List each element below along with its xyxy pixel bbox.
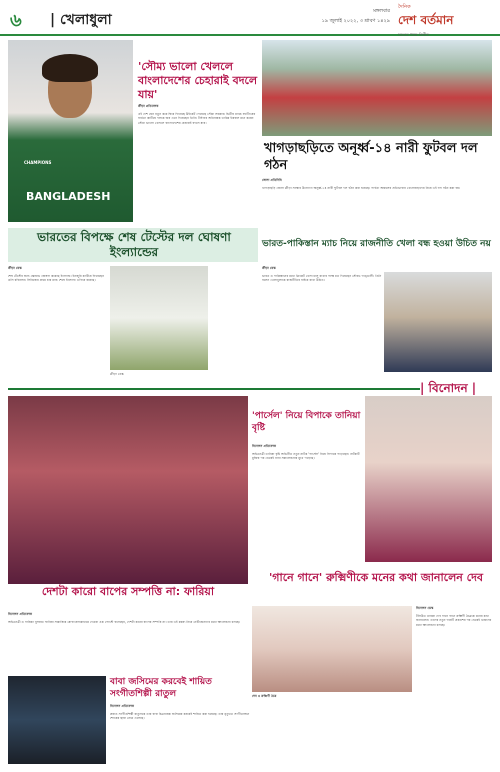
faria-byline: বিনোদন প্রতিবেদক (8, 612, 33, 616)
binodon-section-title: | বিনোদন | (420, 380, 500, 400)
faria-headline: দেশটা কারো বাপের সম্পত্তি না: ফারিয়া (41, 585, 215, 598)
rukmini-body: টলিউড তারকা দেব গানে গানে রুক্মিণী মৈত্রকে মনের কথা জানালেন। তাদের নতুন গানটি প্রকাশের পর থেকেই ভক্তদের মধ্যে আলোচনা চলছে। (416, 614, 492, 627)
jersey-text: BANGLADESH (26, 190, 111, 203)
rukmini-headline: 'গানে গানে' রুক্মিণীকে মনের কথা জানালেন দেব (268, 571, 484, 584)
england-photo (110, 266, 208, 370)
khagrachhari-headline: খাগড়াছড়িতে অনূর্ধ্ব-১৪ নারী ফুটবল দল গঠন (264, 141, 478, 173)
england-headline: ভারতের বিপক্ষে শেষ টেস্টের দল ঘোষণা ইংল্যান্ডের (37, 230, 231, 259)
rahul-headline: বাবা জসিমের করবেই শায়িত সংগীতশিল্পী রাতুল (110, 677, 212, 699)
tanjia-headline: 'পার্সেল' নিয়ে বিপাকে তানিয়া বৃষ্টি (252, 411, 361, 433)
rahul-body: প্রয়াত সংগীতশিল্পী রাতুলকে তার বাবা চিত্রনায়ক জসিমের কবরেই শায়িত করা হয়েছে। তার মৃত্যুতে সংগীতাঙ্গনে শোকের ছায়া নেমে এসেছে। (110, 712, 250, 721)
logo-prefix: দৈনিক (398, 4, 411, 10)
logo-title: দেশ বর্তমান (398, 13, 454, 27)
team-photo (262, 40, 492, 136)
tanjia-photo (365, 396, 492, 562)
faria-body: অভিনেত্রী ও গায়িকা নুসরাত ফারিয়া সামাজিক যোগাযোগমাধ্যমে দেওয়া এক পোস্টে বলেছেন, দেশটা কারো বাপের সম্পত্তি না। তার এই মন্তব্য নিয়ে নেটিজেনদের মধ্যে আলোচনা চলছে। (8, 620, 241, 624)
ganguly-photo (384, 272, 492, 372)
khagrachhari-byline: জেলা প্রতিনিধি (262, 178, 282, 182)
date-full: ১৯ জুলাই ২০২২, ৩ শ্রাবণ ১৪২৯ (321, 18, 390, 24)
soumya-headline: 'সৌম্য ভালো খেললে বাংলাদেশের চেহারাই বদলে যায়' (138, 60, 258, 101)
england-photo-caption: ক্রীড়া ডেস্ক (110, 372, 124, 376)
rahul-byline: বিনোদন প্রতিবেদক (110, 704, 135, 708)
date-line: মঙ্গলবার (373, 8, 390, 14)
khagrachhari-body: খাগড়াছড়ি জেলা ক্রীড়া সংস্থার উদ্যোগে অনূর্ধ্ব-১৪ নারী ফুটবল দল গঠন করা হয়েছে। পার্বত্য অঞ্চলের প্রতিভাবান খেলোয়াড়দের নিয়ে এই দল গঠন করা হয়। (262, 186, 461, 190)
player-hair (42, 54, 98, 82)
india-pak-headline: ভারত-পাকিস্তান ম্যাচ নিয়ে রাজনীতি খেলা বন্ধ হওয়া উচিত নয় (262, 239, 491, 249)
section-title: | খেলাধুলা (50, 12, 112, 28)
england-body: শেষ টেস্টের জন্য স্কোয়াড ঘোষণা করেছে ইংল্যান্ড। ইনজুরি কাটিয়ে ফিরেছেন ওলি রবিনসন। সিরিজের প্রথম চার ম্যাচ শেষে ইংল্যান্ড এগিয়ে রয়েছে। (8, 274, 104, 283)
rukmini-byline: বিনোদন ডেস্ক (416, 606, 434, 610)
rahul-photo (8, 676, 106, 764)
jersey-badge: CHAMPIONS (24, 160, 52, 165)
soumya-body: এই দেশ যেন নতুন করে ঘিরে ফিরেছে উইকেট পেয়েছে সৌম্য সরকার। দ্বিতীয় ম্যাচে ব্যাটিংয়ের ব্যর্থতা কাটিয়ে দলকে জয় এনে দিয়েছেন তিনি। টাইগার অধিনায়ক তামিম ইকবাল মনে করেন সৌম্য ভালো খেললে বাংলাদেশের চেহারাই বদলে যায়। (138, 112, 256, 125)
tanjia-byline: বিনোদন প্রতিবেদক (252, 444, 277, 448)
soumya-byline: ক্রীড়া প্রতিবেদক (138, 104, 159, 108)
england-byline: ক্রীড়া ডেস্ক (8, 266, 22, 270)
logo-tagline: সত্যের পক্ষে নির্ভীক (398, 32, 430, 37)
tanjia-body: অভিনেত্রী তানিয়া বৃষ্টি অভিনীত নতুন নাটক 'পার্সেল' নিয়ে বিপাকে পড়েছেন। নাটকটি মুক্তির পর থেকেই নানা সমালোচনার মুখে পড়েছে। (252, 452, 360, 461)
newspaper-logo (398, 4, 493, 37)
soumya-photo (8, 40, 133, 222)
page-number: ৬ (10, 10, 22, 31)
india-pak-byline: ক্রীড়া ডেস্ক (262, 266, 276, 270)
faria-photo (8, 396, 248, 584)
rukmini-photo (252, 606, 412, 692)
rukmini-photo-caption: দেব ও রুক্মিণী মৈত্র (252, 694, 277, 698)
india-pak-body: ভারত ও পাকিস্তানের মধ্যে ক্রিকেট খেলা চালু রাখার পক্ষে মত দিয়েছেন সৌরভ গাঙ্গুলী। তিনি বলেন খেলাধুলাকে রাজনীতির বাইরে রাখা উচিত। (262, 274, 382, 283)
